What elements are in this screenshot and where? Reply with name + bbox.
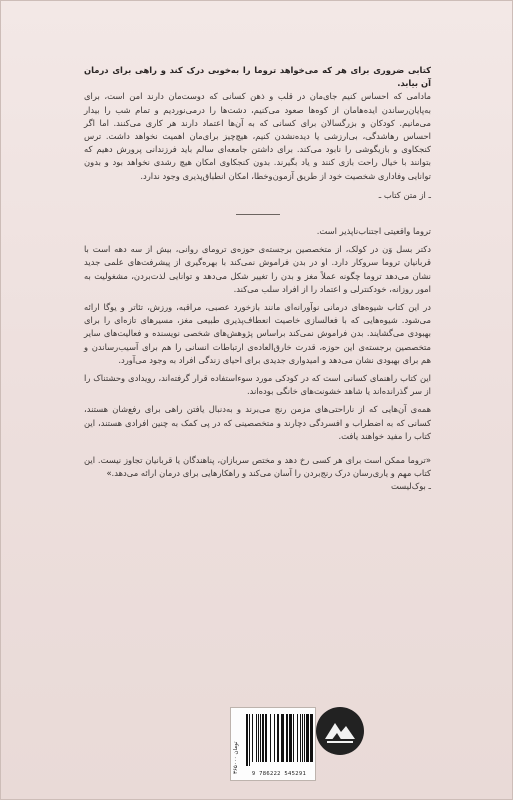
divider-line [236,214,280,215]
description-paragraph-1: دکتر بسل وَن در کولک، از متخصصین برجسته‌ی حوزه‌ی ترومای روانی، بیش از سه دهه است با قربانیان تروما سروکار دارد. او در بدن فراموش نمی‌کند با بهره‌گیری از پیشرفت‌های علمی جدید نشان می‌دهد تروما چگونه عملاً مغز و بدن را تغییر شکل می‌دهد و توانایی لذت‌بردن، مشغولیت به امور روزانه، خودکنترلی و اعتماد را از افراد سلب می‌کند. [84,244,431,294]
mountain-logo-icon [316,707,364,755]
lead-sentence: کتابی ضروری برای هر که می‌خواهد تروما را به‌خوبی درک کند و راهی برای درمان آن بیابد. [84,65,431,89]
excerpt-paragraph: مادامی که احساس کنیم جای‌مان در قلب و ذهن کسانی که دوست‌مان دارند امن است، برای به‌پایان‌رساندن ایده‌هامان از کوه‌ها صعود می‌کنیم، دشت‌ها را درمی‌نوردیم و تمام شب را بیدار می‌مانیم. کودکان و بزرگسالان برای کسانی که به آن‌ها اعتماد دارند هر کاری می‌کنند. اما اگر احساس رهاشدگی، بی‌ارزشی یا دیده‌نشدن کنیم، هیچ‌چیز برای‌مان اهمیت نخواهد داشت. ترس کنجکاوی و بازیگوشی را نابود می‌کند. برای داشتن جامعه‌ای سالم باید فرزندانی پرورش دهیم که بتوانند با خیال راحت بازی کنند و یاد بگیرند. بدون کنجکاوی امکان هیچ رشدی نخواهد بود و بدون توانایی وفاداری شخصیت خود از طریق آزمون‌وخطا، امکان انطباق‌پذیری وجود ندارد. [84,91,431,181]
isbn-barcode [230,707,316,781]
description-paragraph-3: این کتاب راهنمای کسانی است که در کودکی مورد سوءاستفاده قرار گرفته‌اند، رویدادی وحشتناک را از سر گذرانده‌اند یا شاهد خشونت‌های خانگی بوده‌اند. [84,373,431,397]
review-quote: «تروما ممکن است برای هر کسی رخ دهد و مختص سربازان، پناهندگان یا قربانیان تجاوز نیست. این کتاب مهم و یاری‌رسان درک رنج‌بردن را آسان می‌کند و راهکارهایی برای درمان ارائه می‌دهد.» [84,455,431,479]
excerpt-source: ـ از متن کتاب ـ [378,189,431,200]
review-source: ـ بوک‌لیست [390,481,431,492]
isbn-number: 9 786222 545291 [251,771,307,777]
blurb-column [84,64,431,494]
publisher-logo [316,707,364,755]
barcode-bars [245,714,313,766]
description-paragraph-2: در این کتاب شیوه‌های درمانی نوآورانه‌ای مانند بازخورد عصبی، مراقبه، ورزش، تئاتر و یوگا ارائه می‌شود. شیوه‌هایی که با فعالسازی خاصیت انعطاف‌پذیری طبیعی مغز، مسیرهای تازه‌ای را برای بهبودی می‌گشایند. بدن فراموش نمی‌کند براساس پژوهش‌های شخصی نویسنده و فعالیت‌های سایر متخصصین برجسته‌ی این حوزه، قدرت خارق‌العاده‌ی ارتباطات انسانی را هم برای آسیب‌رساندن و هم برای بهبودی نشان می‌دهد و امیدواری جدیدی برای احیای زندگی افراد به وجود می‌آورد. [84,302,431,365]
price-label: ۳۶۵۰۰۰ تومان [233,741,239,774]
description-paragraph-4: همه‌ی آن‌هایی که از ناراحتی‌های مزمن رنج می‌برند و به‌دنبال یافتن راهی برای رفع‌شان هستند، کسانی که به اضطراب و افسردگی دچارند و متخصصینی که در پی کمک به چنین افرادی هستند، این کتاب را مفید خواهند یافت. [84,404,431,441]
intro-heading: تروما واقعیتی اجتناب‌ناپذیر است. [316,226,431,237]
